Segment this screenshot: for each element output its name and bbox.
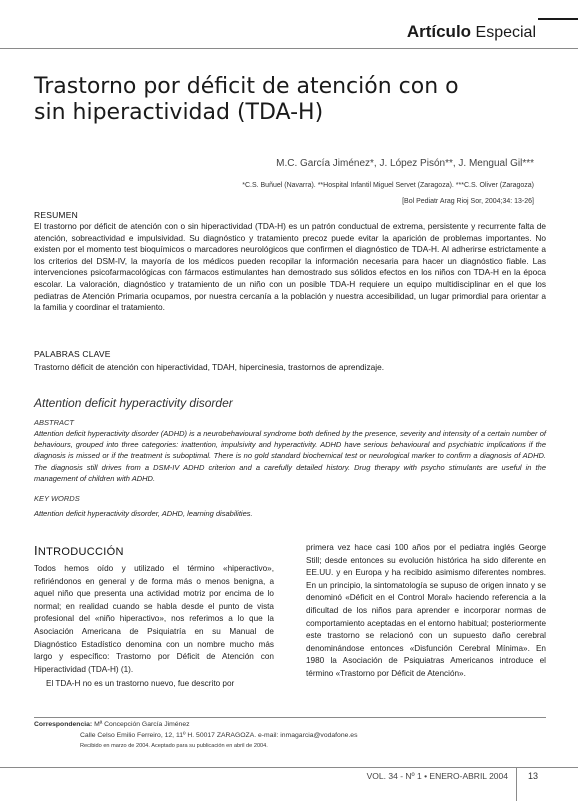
english-title: Attention deficit hyperactivity disorder bbox=[34, 396, 233, 410]
footnote-rule bbox=[34, 717, 546, 718]
intro-column-right bbox=[306, 542, 546, 681]
introduccion-heading bbox=[34, 543, 124, 558]
intro-column-left bbox=[34, 563, 274, 691]
abstract-text: Attention deficit hyperactivity disorder (ADHD) is a neurobehavioural syndrome both defined by the presence, severity and intensity of a certain number of behaviours, grouped into three categories: inattention, impulsivity and hyperactivity. ADHD have serious behavioural and psychiatric implications if the diagnosis is missed or if the treatment is suboptimal. There is no gold standard biochemical test or neurological marker to confirm a diagnosis of ADHD. The diagnosis still drives from a DSM-IV ADHD criterion and a carefully detailed history. Drug therapy with psycho stimulants are useful in the management of children with ADHD. bbox=[34, 429, 546, 483]
citation: [Bol Pediatr Arag Rioj Sor, 2004;34: 13-26] bbox=[402, 198, 534, 205]
intro-paragraph: primera vez hace casi 100 años por el pediatra inglés George Still; desde entonces su evolución histórica ha sido diferente en EE.UU. y en Europa y ha recibido asimismo diferentes nombres. En un principio, la sintomatología se supuso de origen innato y se denominó «Déficit en el Control Moral» haciendo referencia a la dificultad de los niños para aprender e incorporar normas de comportamiento aceptadas en el entorno habitual; posteriormente este trastorno se relacionó con un supuesto daño cerebral denominándose entonces «Disfunción Cerebral Mínima». En 1980 la Asociación de Psiquiatras Americanos introduce el término «Trastorno por Déficit de Atención». bbox=[306, 543, 546, 678]
footer-rule bbox=[0, 767, 578, 768]
introduccion-heading-rest: NTRODUCCIÓN bbox=[37, 546, 124, 558]
keywords-heading: KEY WORDS bbox=[34, 494, 80, 503]
intro-paragraph: Todos hemos oído y utilizado el término «hiperactivo», refiriéndonos en general y de forma más o menos benigna, a aquel niño que presenta una actividad motriz por encima de lo normal; en realidad cuando se habla desde el punto de vista profesional del «niño hiperactivo», nos referimos a lo que la Asociación Americana de Psiquiatría en su Manual de Diagnóstico Estadístico denomina con un nombre mucho más largo y específico: Trastorno por Déficit de Atención con Hiperactividad (TDA-H) (1). bbox=[34, 564, 274, 674]
header-rule bbox=[0, 48, 578, 49]
resumen-text: El trastorno por déficit de atención con o sin hiperactividad (TDA-H) es un patrón conductual de extrema, persistente y recurrente falta de atención, sobreactividad e impulsividad. Su diagnóstico y tratamiento precoz puede evitar la aparición de problemas importantes. No existen por el momento test bioquímicos o marcadores neurológicos que confirmen el diagnóstico de TDA-H. Al adherirse estrictamente a los criterios del DSM-IV, la mayoría de los médicos pueden recopilar la información necesaria para hacer un diagnóstico fiable. Las intervenciones psicofarmacológicas con fármacos estimulantes han demostrado sus sólidos efectos en los niños con TDA-H en la época escolar. La valoración, diagnóstico y tratamiento de un niño con un posible TDA-H requiere un equipo multidisciplinar en el que los pediatras de Atención Primaria ocupamos, por nuestra cercanía a la población y nuestra accesibilidad, un lugar primordial para orientar a la familia y coordinar el tratamiento. bbox=[34, 221, 546, 313]
resumen-heading: RESUMEN bbox=[34, 210, 78, 220]
received-dates: Recibido en marzo de 2004. Aceptado para su publicación en abril de 2004. bbox=[80, 743, 268, 749]
correspondence-label: Correspondencia: bbox=[34, 721, 93, 728]
section-label bbox=[407, 22, 536, 42]
palabras-clave-text: Trastorno déficit de atención con hiperactividad, TDAH, hipercinesia, trastornos de aprendizaje. bbox=[34, 362, 385, 372]
section-label-bold: Artículo bbox=[406, 22, 472, 41]
correspondence-address: Calle Celso Emilio Ferreiro, 12, 11º H. 50017 ZARAGOZA. e-mail: inmagarcia@vodafone.es bbox=[80, 732, 358, 739]
correspondence-block bbox=[34, 719, 546, 752]
correspondence-name: Mª Concepción García Jiménez bbox=[94, 721, 190, 728]
affiliations: *C.S. Buñuel (Navarra). **Hospital Infantil Miguel Servet (Zaragoza). ***C.S. Oliver (Zaragoza) bbox=[242, 182, 534, 189]
palabras-clave-heading: PALABRAS CLAVE bbox=[34, 349, 111, 359]
introduccion-heading-initial: I bbox=[34, 543, 38, 558]
intro-paragraph: El TDA-H no es un trastorno nuevo, fue descrito por bbox=[46, 679, 235, 689]
section-label-rest: Especial bbox=[475, 24, 536, 41]
abstract-heading: ABSTRACT bbox=[34, 418, 75, 427]
keywords-text: Attention deficit hyperactivity disorder, ADHD, learning disabilities. bbox=[34, 509, 253, 518]
volume-info: VOL. 34 - Nº 1 • ENERO-ABRIL 2004 bbox=[366, 771, 508, 781]
footer-divider bbox=[516, 767, 517, 801]
author-list: M.C. García Jiménez*, J. López Pisón**, J. Mengual Gil*** bbox=[276, 158, 534, 169]
header-accent-bar bbox=[538, 18, 578, 20]
page-number: 13 bbox=[528, 771, 539, 781]
article-title: Trastorno por déficit de atención con o sin hiperactividad (TDA-H) bbox=[34, 74, 459, 125]
